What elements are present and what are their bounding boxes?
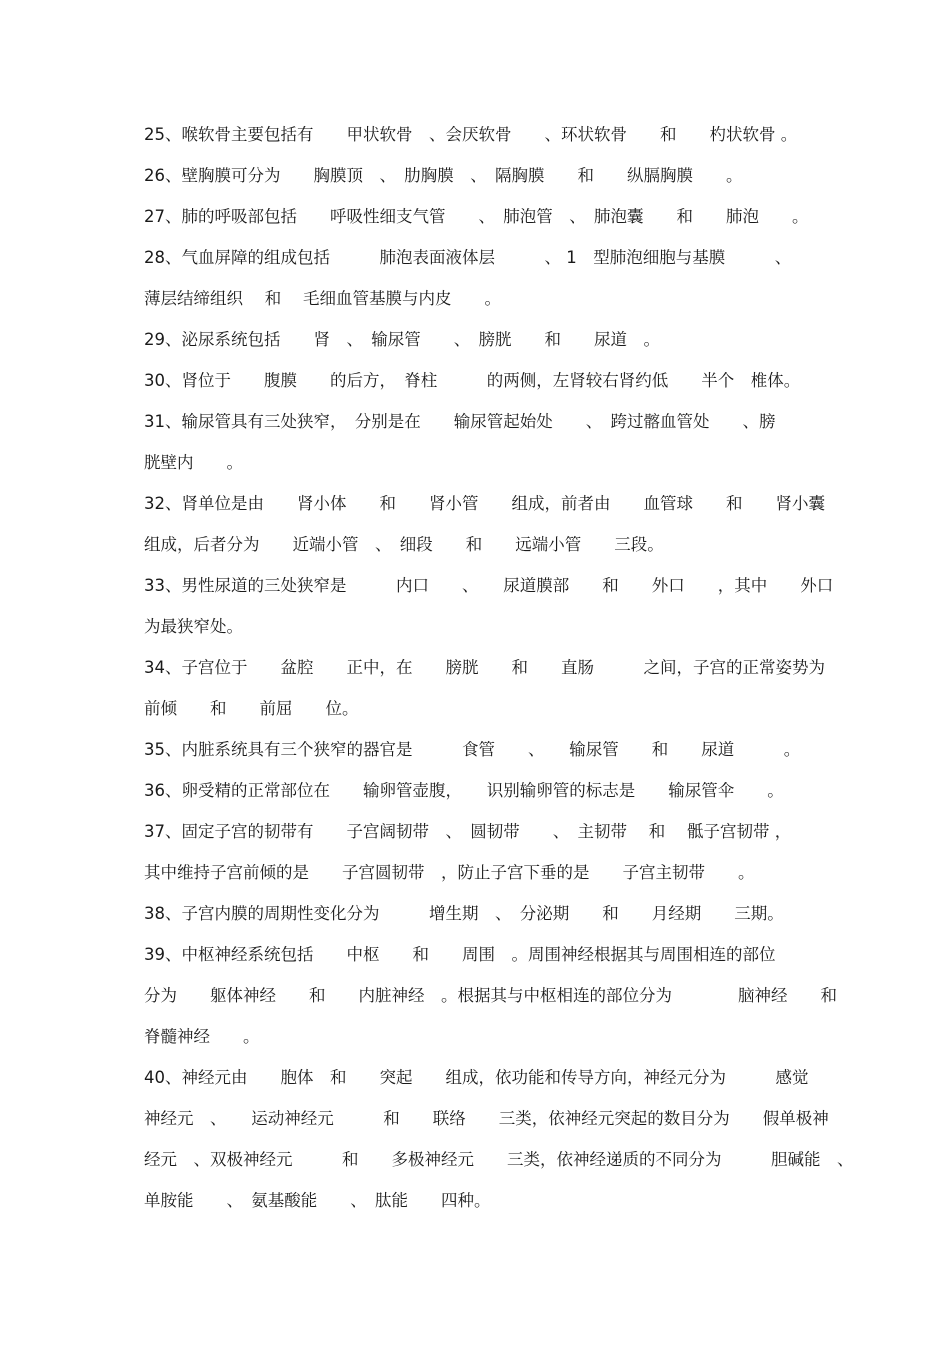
text-line: 前倾 和 前屈 位。 [144,699,359,718]
text-line: 神经元 、 运动神经元 和 联络 三类，依神经元突起的数目分为 假单极神 [144,1109,829,1128]
text-line: 32、肾单位是由 肾小体 和 肾小管 组成，前者由 血管球 和 肾小囊 [144,494,825,513]
text-line: 25、喉软骨主要包括有 甲状软骨 、会厌软骨 、环状软骨 和 杓状软骨 。 [144,125,798,144]
text-line: 29、泌尿系统包括 肾 、 输尿管 、 膀胱 和 尿道 。 [144,330,660,349]
text-line: 34、子宫位于 盆腔 正中，在 膀胱 和 直肠 之间，子宫的正常姿势为 [144,658,825,677]
item-37 [144,817,824,899]
text-line: 26、壁胸膜可分为 胸膜顶 、 肋胸膜 、 隔胸膜 和 纵膈胸膜 。 [144,166,743,185]
item-27 [144,202,824,243]
text-line: 38、子宫内膜的周期性变化分为 增生期 、 分泌期 和 月经期 三期。 [144,904,784,923]
item-34 [144,653,824,735]
item-40 [144,1063,854,1227]
text-line: 其中维持子宫前倾的是 子宫圆韧带 ，防止子宫下垂的是 子宫主韧带 。 [144,863,755,882]
text-line: 薄层结缔组织 和 毛细血管基膜与内皮 。 [144,289,501,308]
text-line: 31、输尿管具有三处狭窄， 分别是在 输尿管起始处 、 跨过髂血管处 、膀 [144,412,776,431]
text-line: 组成，后者分为 近端小管 、 细段 和 远端小管 三段。 [144,535,664,554]
item-39 [144,940,837,1063]
text-line: 37、固定子宫的韧带有 子宫阔韧带 、 圆韧带 、 主韧带 和 骶子宫韧带 ， [144,822,792,841]
text-line: 胱壁内 。 [144,453,243,472]
text-line: 经元 、双极神经元 和 多极神经元 三类，依神经递质的不同分为 胆碱能 、 [144,1150,854,1169]
text-line: 30、肾位于 腹膜 的后方， 脊柱 的两侧，左肾较右肾约低 半个 椎体。 [144,371,801,390]
item-28 [144,243,824,325]
item-25 [144,120,824,161]
text-line: 27、肺的呼吸部包括 呼吸性细支气管 、 肺泡管 、 肺泡囊 和 肺泡 。 [144,207,809,226]
text-line: 28、气血屏障的组成包括 肺泡表面液体层 、 1 型肺泡细胞与基膜 、 [144,248,792,267]
text-line: 33、男性尿道的三处狭窄是 内口 、 尿道膜部 和 外口 ，其中 外口 [144,576,834,595]
item-29 [144,325,824,366]
text-line: 40、神经元由 胞体 和 突起 组成，依功能和传导方向，神经元分为 感觉 [144,1068,809,1087]
item-35 [144,735,824,776]
item-30 [144,366,824,407]
text-line: 36、卵受精的正常部位在 输卵管壶腹， 识别输卵管的标志是 输尿管伞 。 [144,781,784,800]
item-36 [144,776,824,817]
item-38 [144,899,824,940]
text-line: 单胺能 、 氨基酸能 、 肽能 四种。 [144,1191,491,1210]
item-31 [144,407,824,489]
text-line: 39、中枢神经系统包括 中枢 和 周围 。周围神经根据其与周围相连的部位 [144,945,776,964]
question-list [144,120,854,1227]
item-32 [144,489,824,571]
text-line: 分为 躯体神经 和 内脏神经 。根据其与中枢相连的部位分为 脑神经 和 [144,986,837,1005]
text-line: 为最狭窄处。 [144,617,243,636]
item-33 [144,571,834,653]
text-line: 35、内脏系统具有三个狭窄的器官是 食管 、 输尿管 和 尿道 。 [144,740,801,759]
text-line: 脊髓神经 。 [144,1027,260,1046]
item-26 [144,161,824,202]
